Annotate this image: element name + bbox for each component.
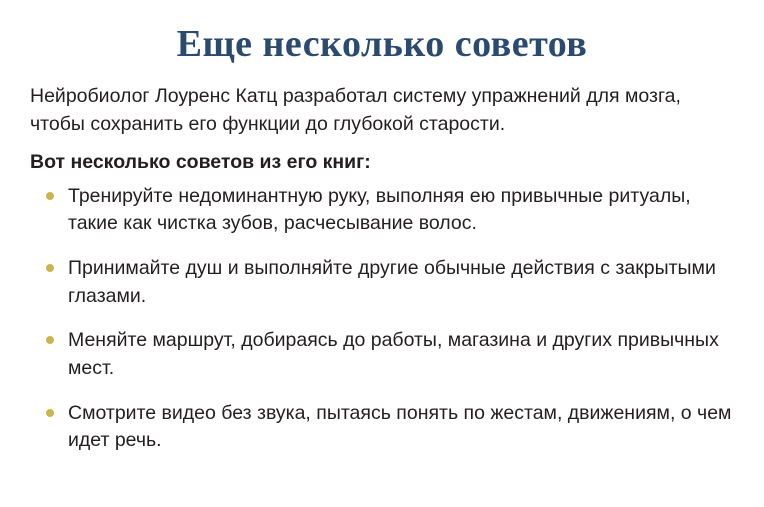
list-item (42, 327, 736, 382)
list-item (42, 183, 736, 238)
bullet-icon (46, 336, 54, 344)
list-item-text: Принимайте душ и выполняйте другие обычные действия с закрытыми глазами. (68, 256, 716, 307)
list-item-text: Смотрите видео без звука, пытаясь понять по жестам, движениям, о чем идет речь. (68, 401, 732, 452)
bullet-icon (46, 264, 54, 272)
bullet-icon (46, 409, 54, 417)
tips-list (28, 183, 736, 456)
bullet-icon (46, 192, 54, 200)
list-item (42, 255, 736, 310)
list-item (42, 400, 736, 455)
lead-paragraph: Вот несколько советов из его книг: (30, 151, 371, 174)
list-item-text: Меняйте маршрут, добираясь до работы, магазина и других привычных мест. (68, 329, 719, 380)
intro-paragraph: Нейробиолог Лоуренс Катц разработал систему упражнений для мозга, чтобы сохранить его функции до глубокой старости. (30, 84, 681, 136)
list-item-text: Тренируйте недоминантную руку, выполняя ею привычные ритуалы, такие как чистка зубов, расчесывание волос. (68, 184, 691, 235)
page-title: Еще несколько советов (176, 23, 588, 65)
